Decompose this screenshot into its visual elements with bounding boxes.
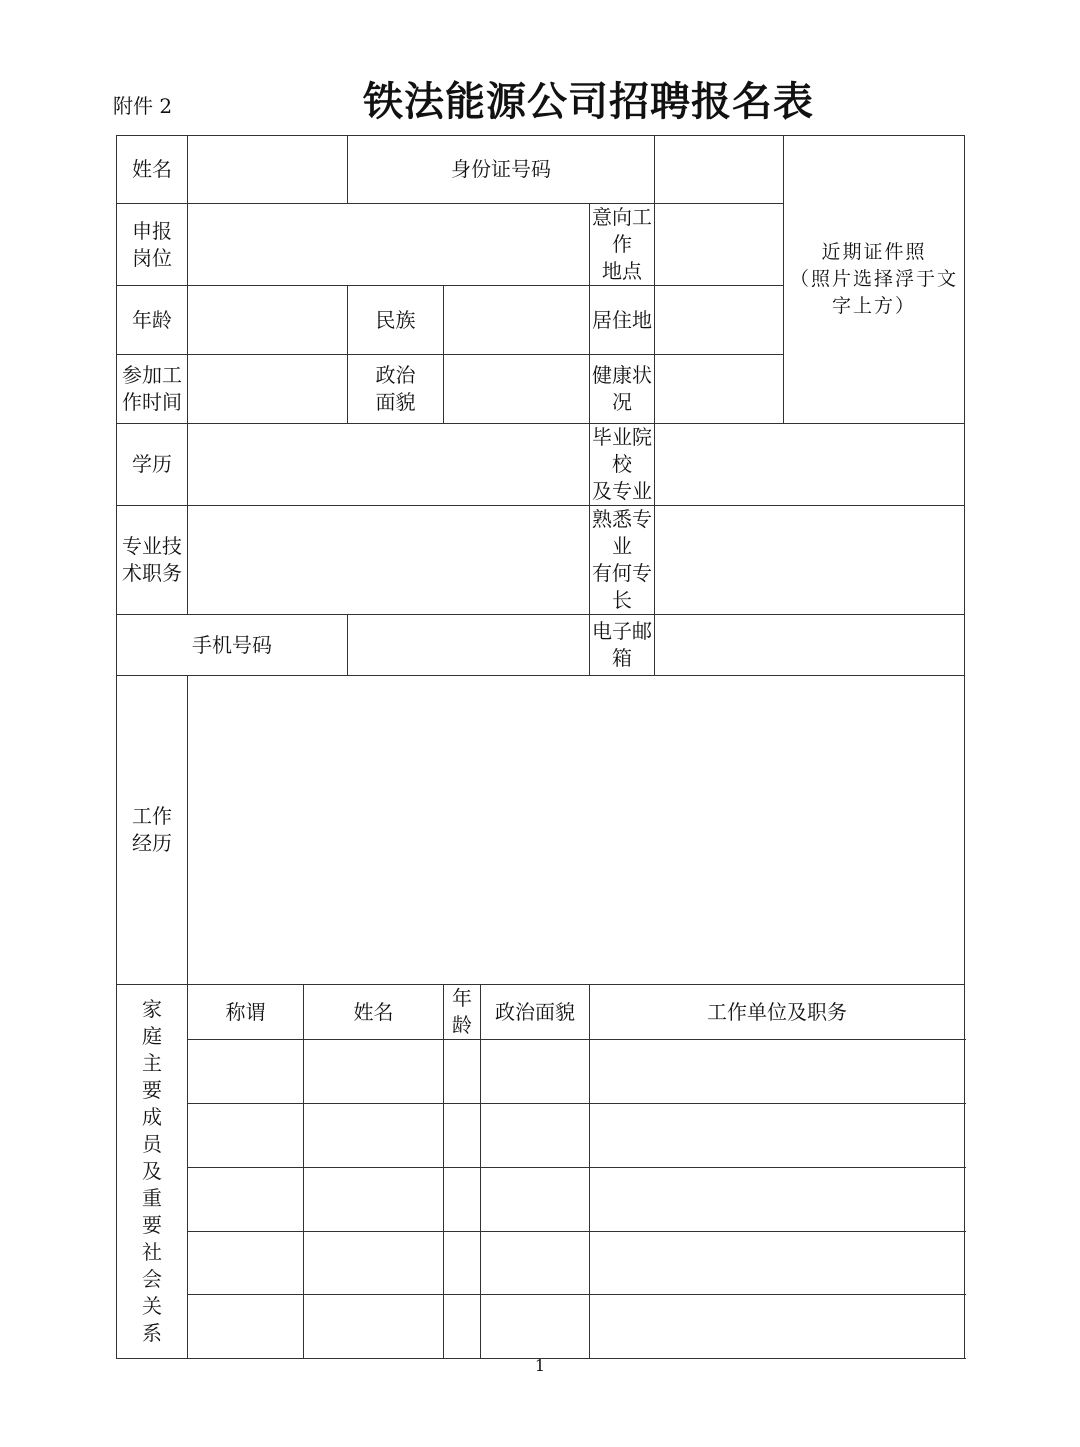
health-label: 健康状况 (590, 355, 655, 424)
id-number-label: 身份证号码 (348, 136, 655, 204)
attachment-label: 附件 2 (113, 94, 173, 118)
relation-cell[interactable] (188, 1232, 304, 1295)
page-title: 铁法能源公司招聘报名表 (363, 79, 814, 125)
member-employer-cell[interactable] (590, 1104, 965, 1168)
member-name-cell[interactable] (304, 1232, 444, 1295)
member-age-cell[interactable] (444, 1168, 481, 1232)
member-political-cell[interactable] (481, 1295, 590, 1359)
member-name-cell[interactable] (304, 1104, 444, 1168)
member-employer-cell[interactable] (590, 1168, 965, 1232)
residence-field[interactable] (655, 286, 784, 355)
col-name: 姓名 (304, 985, 444, 1040)
col-age: 年龄 (444, 985, 481, 1040)
member-political-cell[interactable] (481, 1104, 590, 1168)
id-number-field[interactable] (655, 136, 784, 204)
work-location-label: 意向工作 地点 (590, 204, 655, 286)
work-start-label: 参加工 作时间 (117, 355, 188, 424)
name-label: 姓名 (117, 136, 188, 204)
col-relation: 称谓 (188, 985, 304, 1040)
registration-form (116, 135, 965, 1359)
email-label: 电子邮箱 (590, 615, 655, 676)
age-label: 年龄 (117, 286, 188, 355)
age-field[interactable] (188, 286, 348, 355)
relation-cell[interactable] (188, 1104, 304, 1168)
member-age-cell[interactable] (444, 1232, 481, 1295)
work-history-label: 工作 经历 (117, 676, 188, 985)
photo-hint-line1: 近期证件照 (821, 241, 927, 263)
member-political-cell[interactable] (481, 1168, 590, 1232)
member-age-cell[interactable] (444, 1104, 481, 1168)
residence-label: 居住地 (590, 286, 655, 355)
member-political-cell[interactable] (481, 1040, 590, 1104)
family-row (117, 1104, 965, 1168)
col-political-status: 政治面貌 (481, 985, 590, 1040)
member-employer-cell[interactable] (590, 1232, 965, 1295)
work-start-field[interactable] (188, 355, 348, 424)
phone-field[interactable] (348, 615, 590, 676)
member-employer-cell[interactable] (590, 1295, 965, 1359)
health-field[interactable] (655, 355, 784, 424)
family-row (117, 1295, 965, 1359)
relation-cell[interactable] (188, 1295, 304, 1359)
member-age-cell[interactable] (444, 1040, 481, 1104)
position-field[interactable] (188, 204, 590, 286)
name-field[interactable] (188, 136, 348, 204)
member-name-cell[interactable] (304, 1295, 444, 1359)
member-employer-cell[interactable] (590, 1040, 965, 1104)
school-major-label: 毕业院校 及专业 (590, 424, 655, 506)
title-rank-field[interactable] (188, 506, 590, 615)
photo-hint-line3: 字上方） (832, 295, 917, 317)
relation-cell[interactable] (188, 1040, 304, 1104)
education-field[interactable] (188, 424, 590, 506)
member-age-cell[interactable] (444, 1295, 481, 1359)
ethnicity-field[interactable] (444, 286, 590, 355)
family-row (117, 1168, 965, 1232)
photo-box[interactable] (784, 136, 965, 424)
family-section-label: 家 庭 主 要 成 员 及 重 要 社 会 关 系 (117, 985, 188, 1359)
email-field[interactable] (655, 615, 965, 676)
work-location-field[interactable] (655, 204, 784, 286)
political-status-field[interactable] (444, 355, 590, 424)
ethnicity-label: 民族 (348, 286, 444, 355)
member-name-cell[interactable] (304, 1168, 444, 1232)
school-major-field[interactable] (655, 424, 965, 506)
phone-label: 手机号码 (117, 615, 348, 676)
skills-field[interactable] (655, 506, 965, 615)
member-political-cell[interactable] (481, 1232, 590, 1295)
education-label: 学历 (117, 424, 188, 506)
title-rank-label: 专业技 术职务 (117, 506, 188, 615)
skills-label: 熟悉专业 有何专长 (590, 506, 655, 615)
family-row (117, 1040, 965, 1104)
family-row (117, 1232, 965, 1295)
position-label: 申报 岗位 (117, 204, 188, 286)
photo-hint-line2: （照片选择浮于文 (790, 268, 959, 290)
work-history-field[interactable] (188, 676, 965, 985)
col-employer-position: 工作单位及职务 (590, 985, 965, 1040)
member-name-cell[interactable] (304, 1040, 444, 1104)
political-status-label: 政治 面貌 (348, 355, 444, 424)
relation-cell[interactable] (188, 1168, 304, 1232)
page-number: 1 (534, 1356, 546, 1375)
